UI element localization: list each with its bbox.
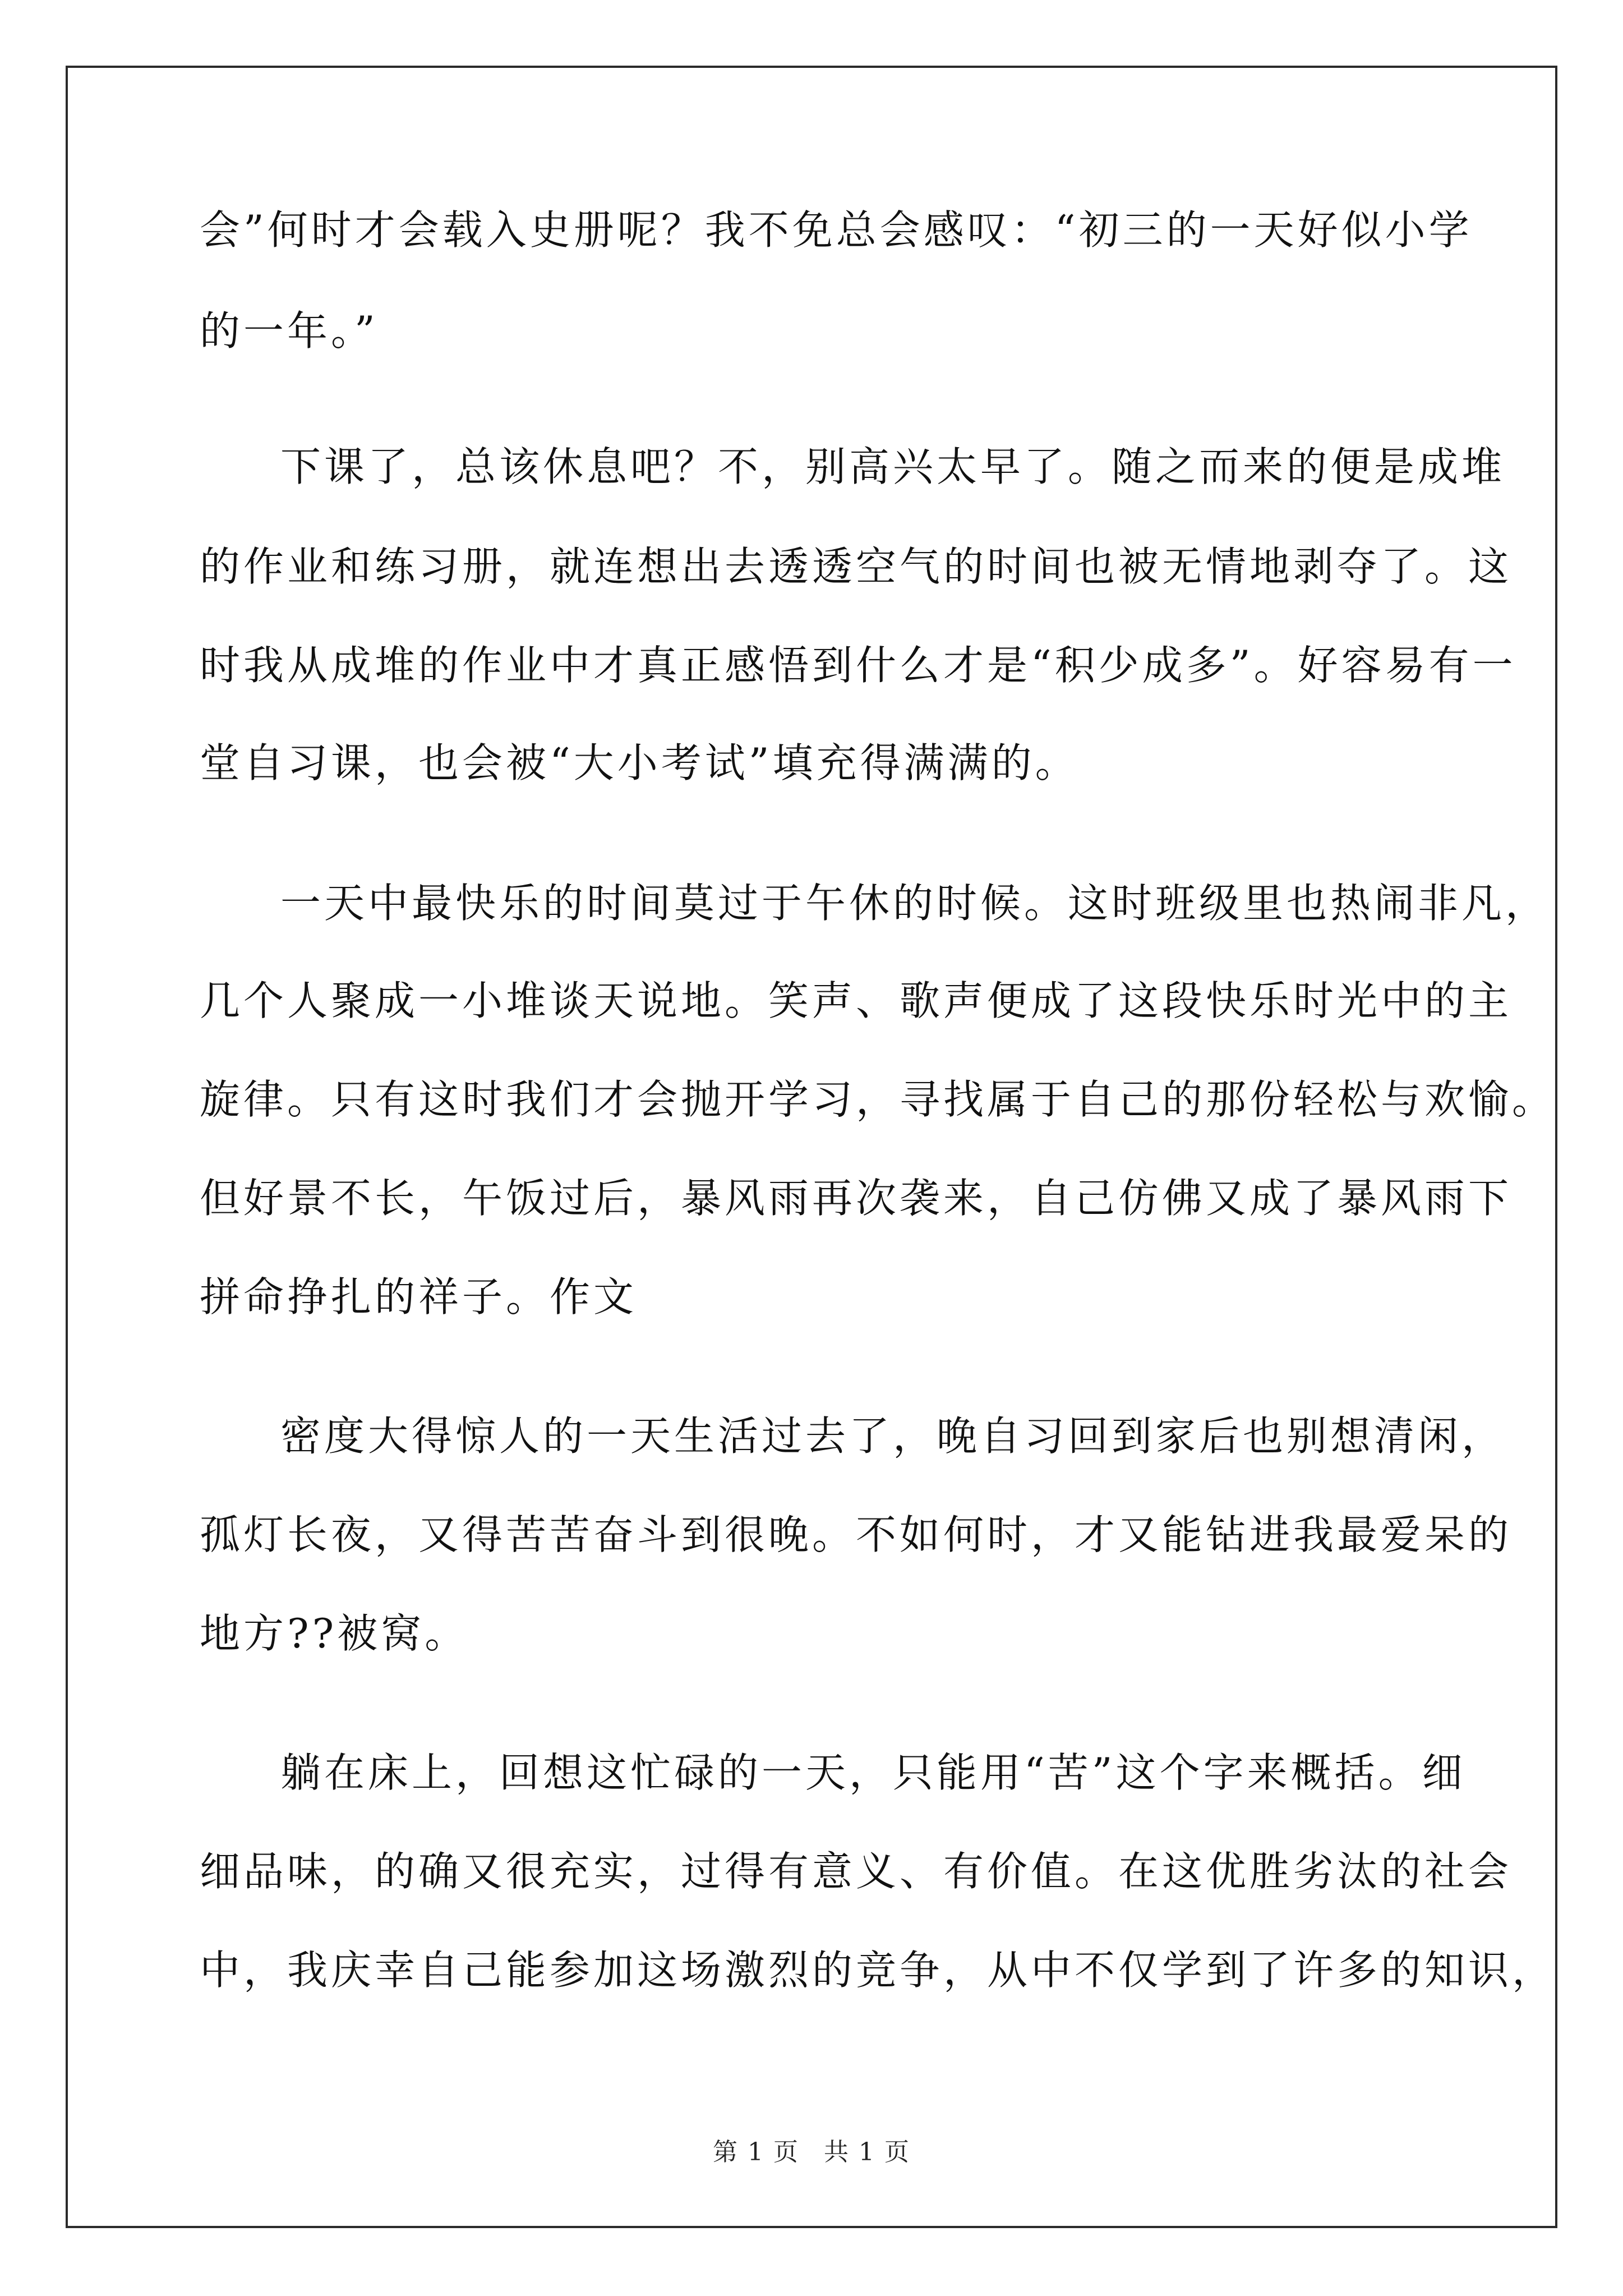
text-line: 细品味，的确又很充实，过得有意义、有价值。在这优胜劣汰的社会 <box>200 1848 1513 1895</box>
page-footer <box>0 2132 1623 2168</box>
text-line: 孤灯长夜，又得苦苦奋斗到很晚。不如何时，才又能钻进我最爱呆的 <box>200 1511 1513 1558</box>
text-line: 躺在床上，回想这忙碌的一天，只能用“苦”这个字来概括。细 <box>280 1749 1466 1796</box>
text-line: 会”何时才会载入史册呢？我不免总会感叹：“初三的一天好似小学 <box>200 206 1473 254</box>
page-number-total: 共 1 页 <box>824 2138 910 2166</box>
text-line: 一天中最快乐的时间莫过于午休的时候。这时班级里也热闹非凡， <box>280 880 1550 927</box>
text-line: 但好景不长，午饭过后，暴风雨再次袭来，自己仿佛又成了暴风雨下 <box>200 1175 1513 1222</box>
text-line: 的一年。” <box>200 307 379 355</box>
text-line: 中，我庆幸自己能参加这场激烈的竞争，从中不仅学到了许多的知识， <box>200 1947 1556 1994</box>
page-border <box>66 66 1557 2228</box>
text-line: 下课了，总该休息吧？不，别高兴太早了。随之而来的便是成堆 <box>280 443 1506 490</box>
text-line: 的作业和练习册，就连想出去透透空气的时间也被无情地剥夺了。这 <box>200 543 1513 590</box>
text-line: 旋律。只有这时我们才会抛开学习，寻找属于自己的那份轻松与欢愉。 <box>200 1076 1556 1123</box>
text-line: 时我从成堆的作业中才真正感悟到什么才是“积少成多”。好容易有一 <box>200 642 1516 689</box>
text-line: 地方??被窝。 <box>200 1610 469 1657</box>
text-line: 几个人聚成一小堆谈天说地。笑声、歌声便成了这段快乐时光中的主 <box>200 977 1513 1024</box>
text-line: 拼命挣扎的祥子。作文 <box>200 1273 638 1320</box>
text-line: 密度大得惊人的一天生活过去了，晚自习回到家后也别想清闲， <box>280 1412 1506 1460</box>
text-line: 堂自习课，也会被“大小考试”填充得满满的。 <box>200 739 1079 786</box>
page-number-current: 第 1 页 <box>713 2138 799 2166</box>
